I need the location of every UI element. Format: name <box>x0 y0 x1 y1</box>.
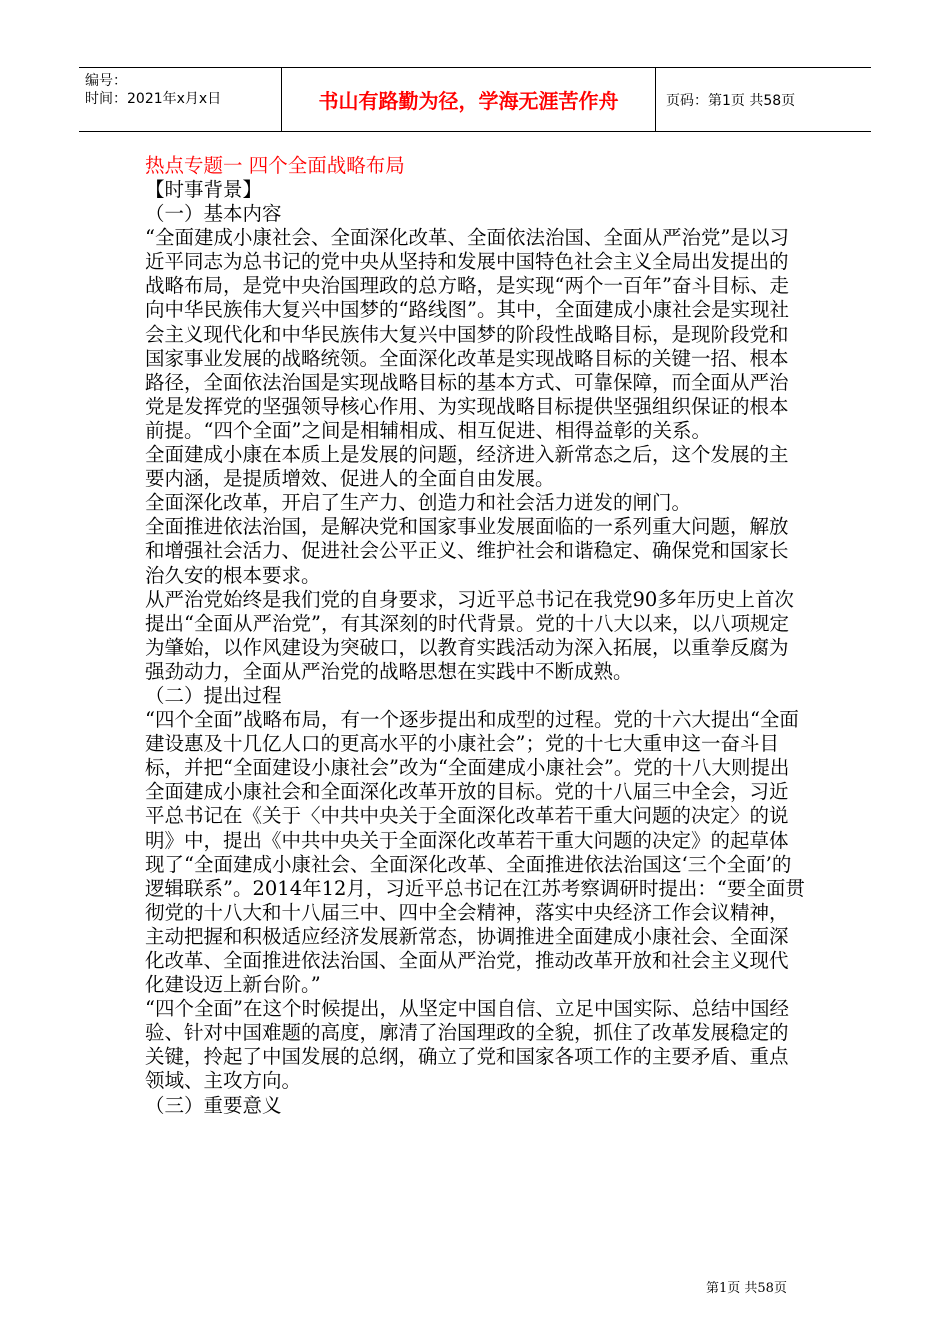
paragraph: 全面建成小康在本质上是发展的问题，经济进入新常态之后，这个发展的主要内涵，是提质增效、促进人的全面自由发展。 <box>145 443 789 491</box>
header-meta <box>79 68 282 131</box>
paragraph: “四个全面”战略布局，有一个逐步提出和成型的过程。党的十六大提出“全面建设惠及十几亿人口的更高水平的小康社会”；党的十七大重申这一奋斗目标，并把“全面建设小康社会”改为“全面建成小康社会”。党的十八大则提出全面建成小康社会和全面深化改革开放的目标。党的十八届三中全会，习近平总书记在《关于〈中共中央关于全面深化改革若干重大问题的决定〉的说明》中，提出《中共中央关于全面深化改革若干重大问题的决定》的起草体现了“全面建成小康社会、全面深化改革、全面推进依法治国这‘三个全面’的逻辑联系”。2014年12月，习近平总书记在江苏考察调研时提出：“要全面贯彻党的十八大和十八届三中、四中全会精神，落实中央经济工作会议精神，主动把握和积极适应经济发展新常态，协调推进全面建成小康社会、全面深化改革、全面推进依法治国、全面从严治党，推动改革开放和社会主义现代化建设迈上新台阶。” <box>145 708 805 997</box>
page-footer: 第1页 共58页 <box>706 1281 787 1296</box>
header-motto: 书山有路勤为径，学海无涯苦作舟 <box>282 68 656 131</box>
paragraph: “全面建成小康社会、全面深化改革、全面依法治国、全面从严治党”是以习近平同志为总书记的党中央从坚持和发展中国特色社会主义全局出发提出的战略布局，是党中央治国理政的总方略，是实现“两个一百年”奋斗目标、走向中华民族伟大复兴中国梦的“路线图”。其中，全面建成小康社会是实现社会主义现代化和中华民族伟大复兴中国梦的阶段性战略目标，是现阶段党和国家事业发展的战略统领。全面深化改革是实现战略目标的关键一招、根本路径，全面依法治国是实现战略目标的基本方式、可靠保障，而全面从严治党是发挥党的坚强领导核心作用、为实现战略目标提供坚强组织保证的根本前提。“四个全面”之间是相辅相成、相互促进、相得益彰的关系。 <box>145 226 789 442</box>
paragraph: “四个全面”在这个时候提出，从坚定中国自信、立足中国实际、总结中国经验、针对中国难题的高度，廓清了治国理政的全貌，抓住了改革发展稳定的关键，拎起了中国发展的总纲，确立了党和国家各项工作的主要矛盾、重点领域、主攻方向。 <box>145 997 789 1093</box>
document-title: 热点专题一 四个全面战略布局 <box>145 154 405 177</box>
header-page-info: 页码：第1页 共58页 <box>666 92 796 109</box>
section-heading-basic-content: （一）基本内容 <box>145 202 282 226</box>
document-body <box>145 154 805 1118</box>
number-label: 编号： <box>85 73 127 89</box>
paragraph: 全面推进依法治国，是解决党和国家事业发展面临的一系列重大问题，解放和增强社会活力、促进社会公平正义、维护社会和谐稳定、确保党和国家长治久安的根本要求。 <box>145 515 789 587</box>
section-heading-process: （二）提出过程 <box>145 683 282 707</box>
paragraph: 从严治党始终是我们党的自身要求，习近平总书记在我党90多年历史上首次提出“全面从严治党”，有其深刻的时代背景。党的十八大以来，以八项规定为肇始，以作风建设为突破口，以教育实践活动为深入拓展，以重拳反腐为强劲动力，全面从严治党的战略思想在实践中不断成熟。 <box>145 587 794 683</box>
time-label: 时间：2021年x月x日 <box>85 91 222 107</box>
paragraph: 全面深化改革，开启了生产力、创造力和社会活力迸发的闸门。 <box>145 491 692 515</box>
section-heading-significance: （三）重要意义 <box>145 1093 282 1117</box>
page-header <box>79 67 871 132</box>
section-label-background: 【时事背景】 <box>145 178 263 201</box>
